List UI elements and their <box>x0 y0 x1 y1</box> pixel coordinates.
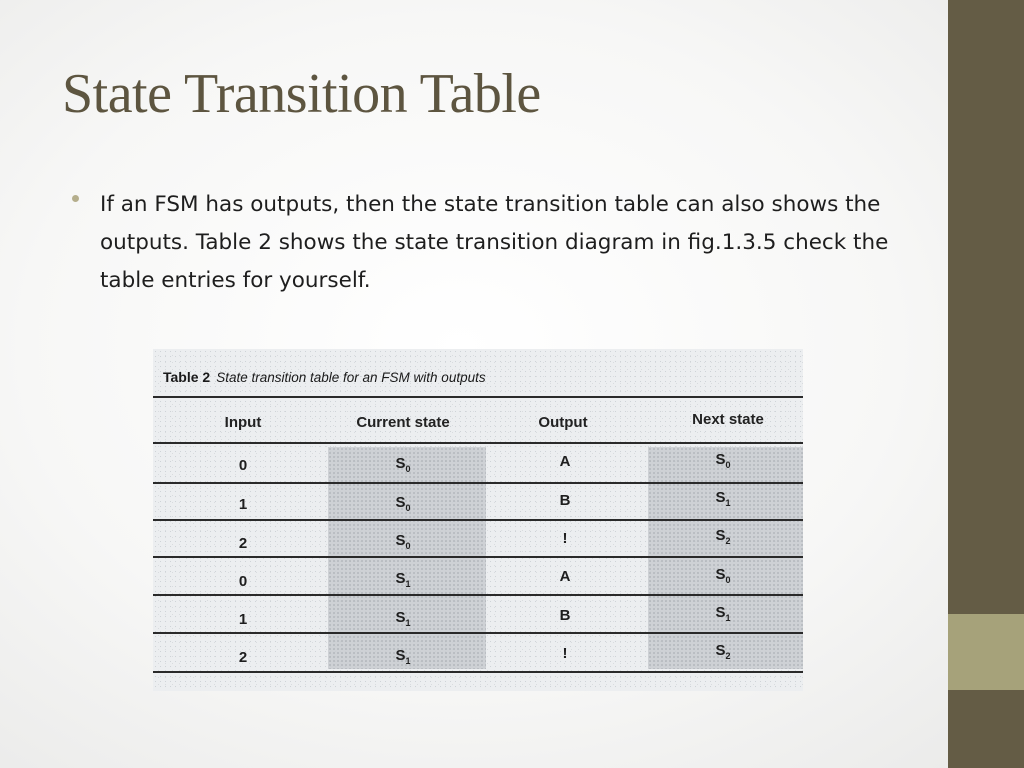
cell-next-state: $S_2$ <box>715 527 731 546</box>
table-image <box>153 349 803 691</box>
table-label: Table 2 <box>163 369 211 385</box>
cell-output: ! <box>562 645 568 662</box>
cell-input: 2 <box>238 535 248 552</box>
cell-current-state: $S_0$ <box>395 455 411 474</box>
cell-next-state: $S_2$ <box>715 642 731 661</box>
table-caption <box>163 369 486 385</box>
row-divider <box>153 632 803 634</box>
header-output: Output <box>538 414 588 431</box>
bullet-icon <box>72 195 79 202</box>
table-caption-text: State transition table for an FSM with outputs <box>216 370 486 385</box>
cell-output: A <box>559 453 571 470</box>
cell-input: 0 <box>238 573 248 590</box>
cell-next-state: $S_1$ <box>715 604 731 623</box>
row-divider <box>153 482 803 484</box>
cell-output: ! <box>562 530 568 547</box>
cell-input: 1 <box>238 496 248 513</box>
cell-output: B <box>559 607 571 624</box>
cell-current-state: $S_1$ <box>395 570 411 589</box>
cell-current-state: $S_1$ <box>395 609 411 628</box>
cell-next-state: $S_1$ <box>715 489 731 508</box>
cell-current-state: $S_1$ <box>395 647 411 666</box>
row-divider <box>153 519 803 521</box>
header-current-state: Current state <box>356 414 450 431</box>
cell-input: 1 <box>238 611 248 628</box>
cell-input: 2 <box>238 649 248 666</box>
table-header-rule <box>153 442 803 444</box>
table-top-rule <box>153 396 803 398</box>
row-divider <box>153 594 803 596</box>
row-divider <box>153 556 803 558</box>
next-state-shading <box>648 447 803 669</box>
slide-title: State Transition Table <box>62 63 541 125</box>
cell-input: 0 <box>238 457 248 474</box>
table-bottom-rule <box>153 671 803 673</box>
cell-current-state: $S_0$ <box>395 532 411 551</box>
sidebar-accent-block <box>948 614 1024 690</box>
cell-next-state: $S_0$ <box>715 451 731 470</box>
cell-current-state: $S_0$ <box>395 494 411 513</box>
current-state-shading <box>328 447 486 669</box>
cell-output: B <box>559 492 571 509</box>
cell-next-state: $S_0$ <box>715 566 731 585</box>
bullet-item <box>72 186 902 300</box>
cell-output: A <box>559 568 571 585</box>
header-next-state: Next state <box>692 411 764 428</box>
bullet-text: If an FSM has outputs, then the state transition table can also shows the outputs. Table 2 shows the state transition diagram in fig.1.3.5 check the table entries for yourself. <box>100 192 889 293</box>
header-input: Input <box>224 414 262 431</box>
